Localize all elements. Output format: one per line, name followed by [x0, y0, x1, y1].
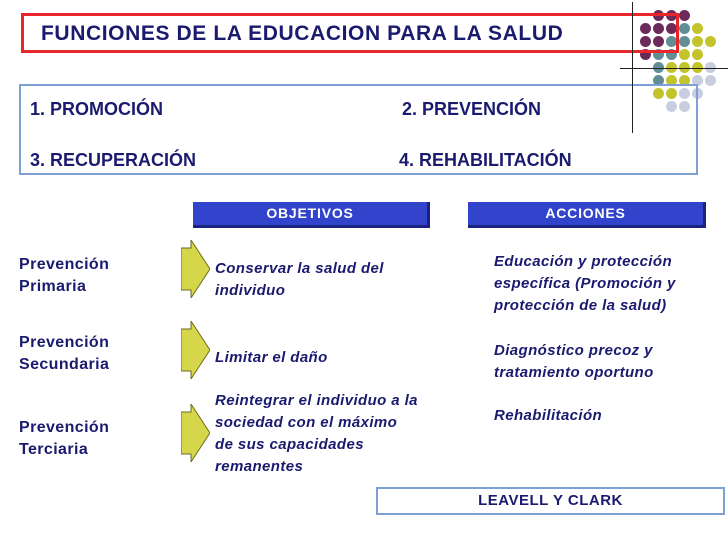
action-primaria	[494, 251, 676, 317]
level-terciaria	[19, 417, 109, 461]
arrow-right-icon	[181, 321, 210, 379]
page-title: FUNCIONES DE LA EDUCACION PARA LA SALUD	[41, 22, 564, 45]
objective-primaria	[215, 258, 384, 302]
function-rehabilitacion: 4. REHABILITACIÓN	[399, 150, 572, 170]
actions-header: ACCIONES	[468, 202, 706, 228]
action-secundaria-line2: tratamiento oportuno	[494, 364, 654, 381]
objectives-header: OBJETIVOS	[193, 202, 430, 228]
action-secundaria-line1: Diagnóstico precoz y	[494, 342, 653, 359]
objective-terciaria-line4: remanentes	[215, 458, 304, 475]
level-primaria-line1: Prevención	[19, 256, 110, 273]
objective-primaria-line2: individuo	[215, 282, 286, 299]
action-primaria-line2: específica (Promoción y	[494, 275, 676, 292]
level-secundaria	[19, 332, 109, 376]
objective-secundaria-line1: Limitar el daño	[215, 349, 328, 366]
arrow-right-icon	[181, 240, 210, 298]
action-secundaria	[494, 340, 654, 384]
decorative-horizontal-line	[620, 68, 728, 69]
objective-primaria-line1: Conservar la salud del	[215, 260, 384, 277]
arrow-right-icon	[181, 404, 210, 462]
level-primaria	[19, 254, 109, 298]
action-primaria-line1: Educación y protección	[494, 253, 673, 270]
level-primaria-line2: Primaria	[19, 278, 87, 295]
level-secundaria-line1: Prevención	[19, 334, 110, 351]
objective-terciaria-line2: sociedad con el máximo	[215, 414, 398, 431]
objective-terciaria	[215, 390, 418, 478]
objective-terciaria-line3: de sus capacidades	[215, 436, 364, 453]
function-promocion: 1. PROMOCIÓN	[30, 99, 164, 119]
function-prevencion: 2. PREVENCIÓN	[402, 99, 542, 119]
level-secundaria-line2: Secundaria	[19, 356, 110, 373]
level-terciaria-line1: Prevención	[19, 419, 110, 436]
function-recuperacion: 3. RECUPERACIÓN	[30, 150, 197, 170]
objective-secundaria	[215, 347, 328, 369]
action-primaria-line3: protección de la salud)	[494, 297, 667, 314]
level-terciaria-line2: Terciaria	[19, 441, 89, 458]
action-terciaria	[494, 405, 602, 427]
source-label: LEAVELL Y CLARK	[376, 487, 725, 515]
action-terciaria-line1: Rehabilitación	[494, 407, 603, 424]
objective-terciaria-line1: Reintegrar el individuo a la	[215, 392, 418, 409]
